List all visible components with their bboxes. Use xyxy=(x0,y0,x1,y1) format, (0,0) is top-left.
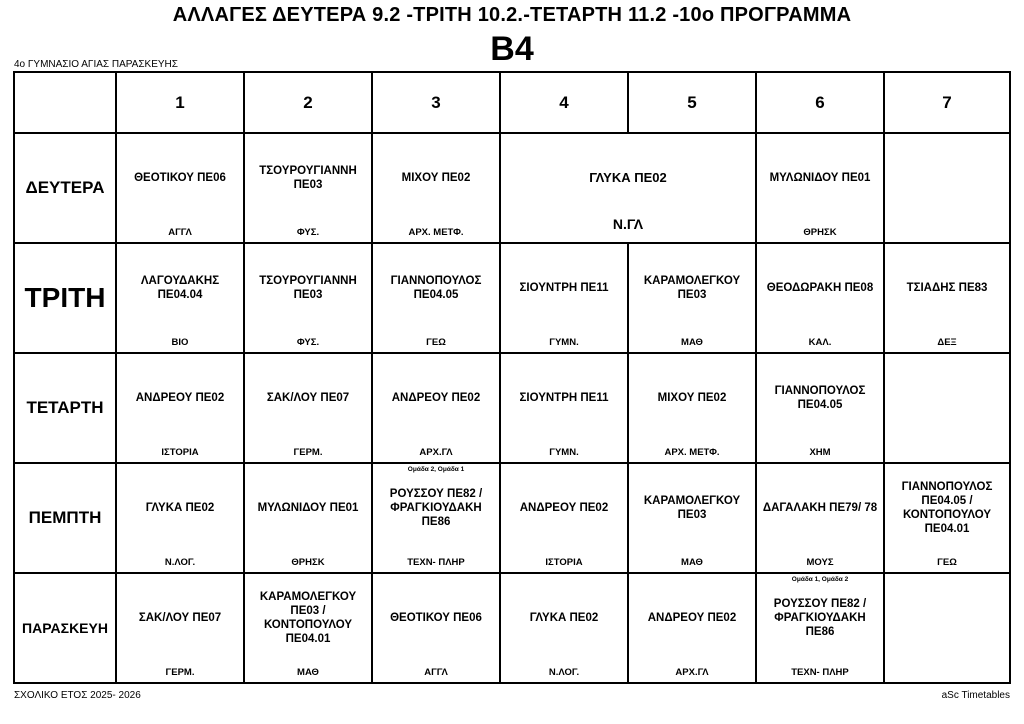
teacher-name: ΓΙΑΝΝΟΠΟΥΛΟΣ ΠΕ04.05 / ΚΟΝΤΟΠΟΥΛΟΥ ΠΕ04.01 xyxy=(901,481,993,535)
teacher-name: ΑΝΔΡΕΟΥ ΠΕ02 xyxy=(135,392,225,404)
day-label: ΠΕΜΠΤΗ xyxy=(14,463,116,573)
school-name: 4ο ΓΥΜΝΑΣΙΟ ΑΓΙΑΣ ΠΑΡΑΣΚΕΥΗΣ xyxy=(14,59,178,70)
period-header: 6 xyxy=(756,72,884,133)
lesson-cell xyxy=(884,463,1010,573)
subject: ΘΡΗΣΚ xyxy=(291,557,325,568)
lesson-cell xyxy=(244,243,372,353)
subject: ΓΕΡΜ. xyxy=(293,447,323,458)
teacher-name: ΑΝΔΡΕΟΥ ΠΕ02 xyxy=(391,392,481,404)
lesson-cell xyxy=(500,573,628,683)
lesson-cell xyxy=(756,463,884,573)
day-row-thursday xyxy=(14,463,1010,573)
day-label: ΤΡΙΤΗ xyxy=(14,243,116,353)
teacher-name: ΘΕΟΔΩΡΑΚΗ ΠΕ08 xyxy=(766,282,874,294)
lesson-cell xyxy=(500,353,628,463)
subject: ΙΣΤΟΡΙΑ xyxy=(545,557,583,568)
teacher-name: ΜΥΛΩΝΙΔΟΥ ΠΕ01 xyxy=(257,502,359,514)
subject: ΜΟΥΣ xyxy=(806,557,834,568)
lesson-cell xyxy=(372,133,500,243)
period-header: 4 xyxy=(500,72,628,133)
teacher-name: ΓΛΥΚΑ ΠΕ02 xyxy=(589,170,667,185)
teacher-name: ΤΣΟΥΡΟΥΓΙΑΝΝΗ ΠΕ03 xyxy=(259,275,357,301)
teacher-name: ΓΛΥΚΑ ΠΕ02 xyxy=(529,612,599,624)
teacher-name: ΡΟΥΣΣΟΥ ΠΕ82 / ΦΡΑΓΚΙΟΥΔΑΚΗ ΠΕ86 xyxy=(389,488,483,528)
subject: ΑΓΓΛ xyxy=(168,227,192,238)
subject: ΑΡΧ. ΜΕΤΦ. xyxy=(408,227,464,238)
lesson-cell xyxy=(244,133,372,243)
teacher-name: ΣΑΚ/ΛΟΥ ΠΕ07 xyxy=(266,392,350,404)
lesson-cell xyxy=(628,573,756,683)
subject: ΜΑΘ xyxy=(681,557,703,568)
teacher-name: ΚΑΡΑΜΟΛΕΓΚΟΥ ΠΕ03 xyxy=(643,275,741,301)
teacher-name: ΤΣΟΥΡΟΥΓΙΑΝΝΗ ΠΕ03 xyxy=(259,165,357,191)
subject: ΑΓΓΛ xyxy=(424,667,448,678)
teacher-name: ΑΝΔΡΕΟΥ ΠΕ02 xyxy=(647,612,737,624)
lesson-cell xyxy=(372,573,500,683)
teacher-name: ΘΕΟΤΙΚΟΥ ΠΕ06 xyxy=(390,612,482,624)
period-header: 3 xyxy=(372,72,500,133)
group-note: Ομάδα 1, Ομάδα 2 xyxy=(791,576,849,583)
teacher-name: ΣΑΚ/ΛΟΥ ΠΕ07 xyxy=(138,612,222,624)
subject: ΤΕΧΝ- ΠΛΗΡ xyxy=(791,667,849,678)
teacher-name: ΚΑΡΑΜΟΛΕΓΚΟΥ ΠΕ03 / ΚΟΝΤΟΠΟΥΛΟΥ ΠΕ04.01 xyxy=(259,591,357,645)
teacher-name: ΤΣΙΑΔΗΣ ΠΕ83 xyxy=(906,282,988,294)
teacher-name: ΑΝΔΡΕΟΥ ΠΕ02 xyxy=(519,502,609,514)
subject: ΑΡΧ.ΓΛ xyxy=(675,667,709,678)
lesson-cell xyxy=(116,133,244,243)
subject: ΧΗΜ xyxy=(809,447,831,458)
lesson-cell xyxy=(372,243,500,353)
subject: ΙΣΤΟΡΙΑ xyxy=(161,447,199,458)
lesson-cell xyxy=(244,463,372,573)
teacher-name: ΚΑΡΑΜΟΛΕΓΚΟΥ ΠΕ03 xyxy=(643,495,741,521)
lesson-cell xyxy=(500,243,628,353)
lesson-cell xyxy=(628,463,756,573)
school-year: ΣΧΟΛΙΚΟ ΕΤΟΣ 2025- 2026 xyxy=(14,690,141,701)
empty-cell xyxy=(884,573,1010,683)
subject: ΓΥΜΝ. xyxy=(549,337,579,348)
lesson-cell xyxy=(116,353,244,463)
subject: ΚΑΛ. xyxy=(808,337,832,348)
subject: ΓΕΩ xyxy=(426,337,446,348)
teacher-name: ΘΕΟΤΙΚΟΥ ΠΕ06 xyxy=(134,172,226,184)
lesson-cell xyxy=(628,243,756,353)
lesson-cell xyxy=(372,353,500,463)
subject: ΓΕΩ xyxy=(937,557,957,568)
period-header: 5 xyxy=(628,72,756,133)
lesson-cell xyxy=(372,463,500,573)
teacher-name: ΜΥΛΩΝΙΔΟΥ ΠΕ01 xyxy=(769,172,871,184)
teacher-name: ΜΙΧΟΥ ΠΕ02 xyxy=(657,392,727,404)
group-note: Ομάδα 2, Ομάδα 1 xyxy=(407,466,465,473)
teacher-name: ΔΑΓΑΛΑΚΗ ΠΕ79/ 78 xyxy=(762,502,878,514)
lesson-cell xyxy=(756,353,884,463)
corner-cell xyxy=(14,72,116,133)
subject: ΔΕΞ xyxy=(937,337,957,348)
lesson-cell xyxy=(756,573,884,683)
teacher-name: ΓΛΥΚΑ ΠΕ02 xyxy=(145,502,215,514)
day-row-monday xyxy=(14,133,1010,243)
period-header: 2 xyxy=(244,72,372,133)
teacher-name: ΓΙΑΝΝΟΠΟΥΛΟΣ ΠΕ04.05 xyxy=(774,385,866,411)
subject: ΑΡΧ.ΓΛ xyxy=(419,447,453,458)
lesson-cell xyxy=(116,243,244,353)
subject: Ν.ΓΛ xyxy=(612,216,644,232)
lesson-cell xyxy=(244,573,372,683)
class-name: Β4 xyxy=(490,30,534,68)
teacher-name: ΛΑΓΟΥΔΑΚΗΣ ΠΕ04.04 xyxy=(140,275,220,301)
subject: ΜΑΘ xyxy=(297,667,319,678)
subject: Ν.ΛΟΓ. xyxy=(164,557,196,568)
period-header: 1 xyxy=(116,72,244,133)
day-row-friday xyxy=(14,573,1010,683)
day-row-tuesday xyxy=(14,243,1010,353)
subject: ΦΥΣ. xyxy=(296,337,320,348)
lesson-cell xyxy=(244,353,372,463)
subject: ΑΡΧ. ΜΕΤΦ. xyxy=(664,447,720,458)
day-row-wednesday xyxy=(14,353,1010,463)
teacher-name: ΣΙΟΥΝΤΡΗ ΠΕ11 xyxy=(519,392,609,404)
subject: ΤΕΧΝ- ΠΛΗΡ xyxy=(407,557,465,568)
teacher-name: ΓΙΑΝΝΟΠΟΥΛΟΣ ΠΕ04.05 xyxy=(390,275,482,301)
teacher-name: ΜΙΧΟΥ ΠΕ02 xyxy=(401,172,471,184)
lesson-cell-double xyxy=(500,133,756,243)
timetable-grid xyxy=(13,71,1011,684)
software-credit: aSc Timetables xyxy=(941,690,1010,701)
lesson-cell xyxy=(116,463,244,573)
subject: ΓΥΜΝ. xyxy=(549,447,579,458)
empty-cell xyxy=(884,353,1010,463)
teacher-name: ΡΟΥΣΣΟΥ ΠΕ82 / ΦΡΑΓΚΙΟΥΔΑΚΗ ΠΕ86 xyxy=(773,598,867,638)
subject: ΒΙΟ xyxy=(171,337,189,348)
lesson-cell xyxy=(116,573,244,683)
page-title: ΑΛΛΑΓΕΣ ΔΕΥΤΕΡΑ 9.2 -ΤΡΙΤΗ 10.2.-ΤΕΤΑΡΤΗ 11.2 -10ο ΠΡΟΓΡΑΜΜΑ xyxy=(172,4,852,26)
teacher-name: ΣΙΟΥΝΤΡΗ ΠΕ11 xyxy=(519,282,609,294)
period-header-row xyxy=(14,72,1010,133)
subject: ΜΑΘ xyxy=(681,337,703,348)
subject: ΘΡΗΣΚ xyxy=(803,227,837,238)
lesson-cell xyxy=(500,463,628,573)
empty-cell xyxy=(884,133,1010,243)
lesson-cell xyxy=(628,353,756,463)
lesson-cell xyxy=(884,243,1010,353)
subject: ΦΥΣ. xyxy=(296,227,320,238)
lesson-cell xyxy=(756,243,884,353)
day-label: ΔΕΥΤΕΡΑ xyxy=(14,133,116,243)
subject: ΓΕΡΜ. xyxy=(165,667,195,678)
day-label: ΤΕΤΑΡΤΗ xyxy=(14,353,116,463)
lesson-cell xyxy=(756,133,884,243)
subject: Ν.ΛΟΓ. xyxy=(548,667,580,678)
day-label: ΠΑΡΑΣΚΕΥΗ xyxy=(14,573,116,683)
period-header: 7 xyxy=(884,72,1010,133)
